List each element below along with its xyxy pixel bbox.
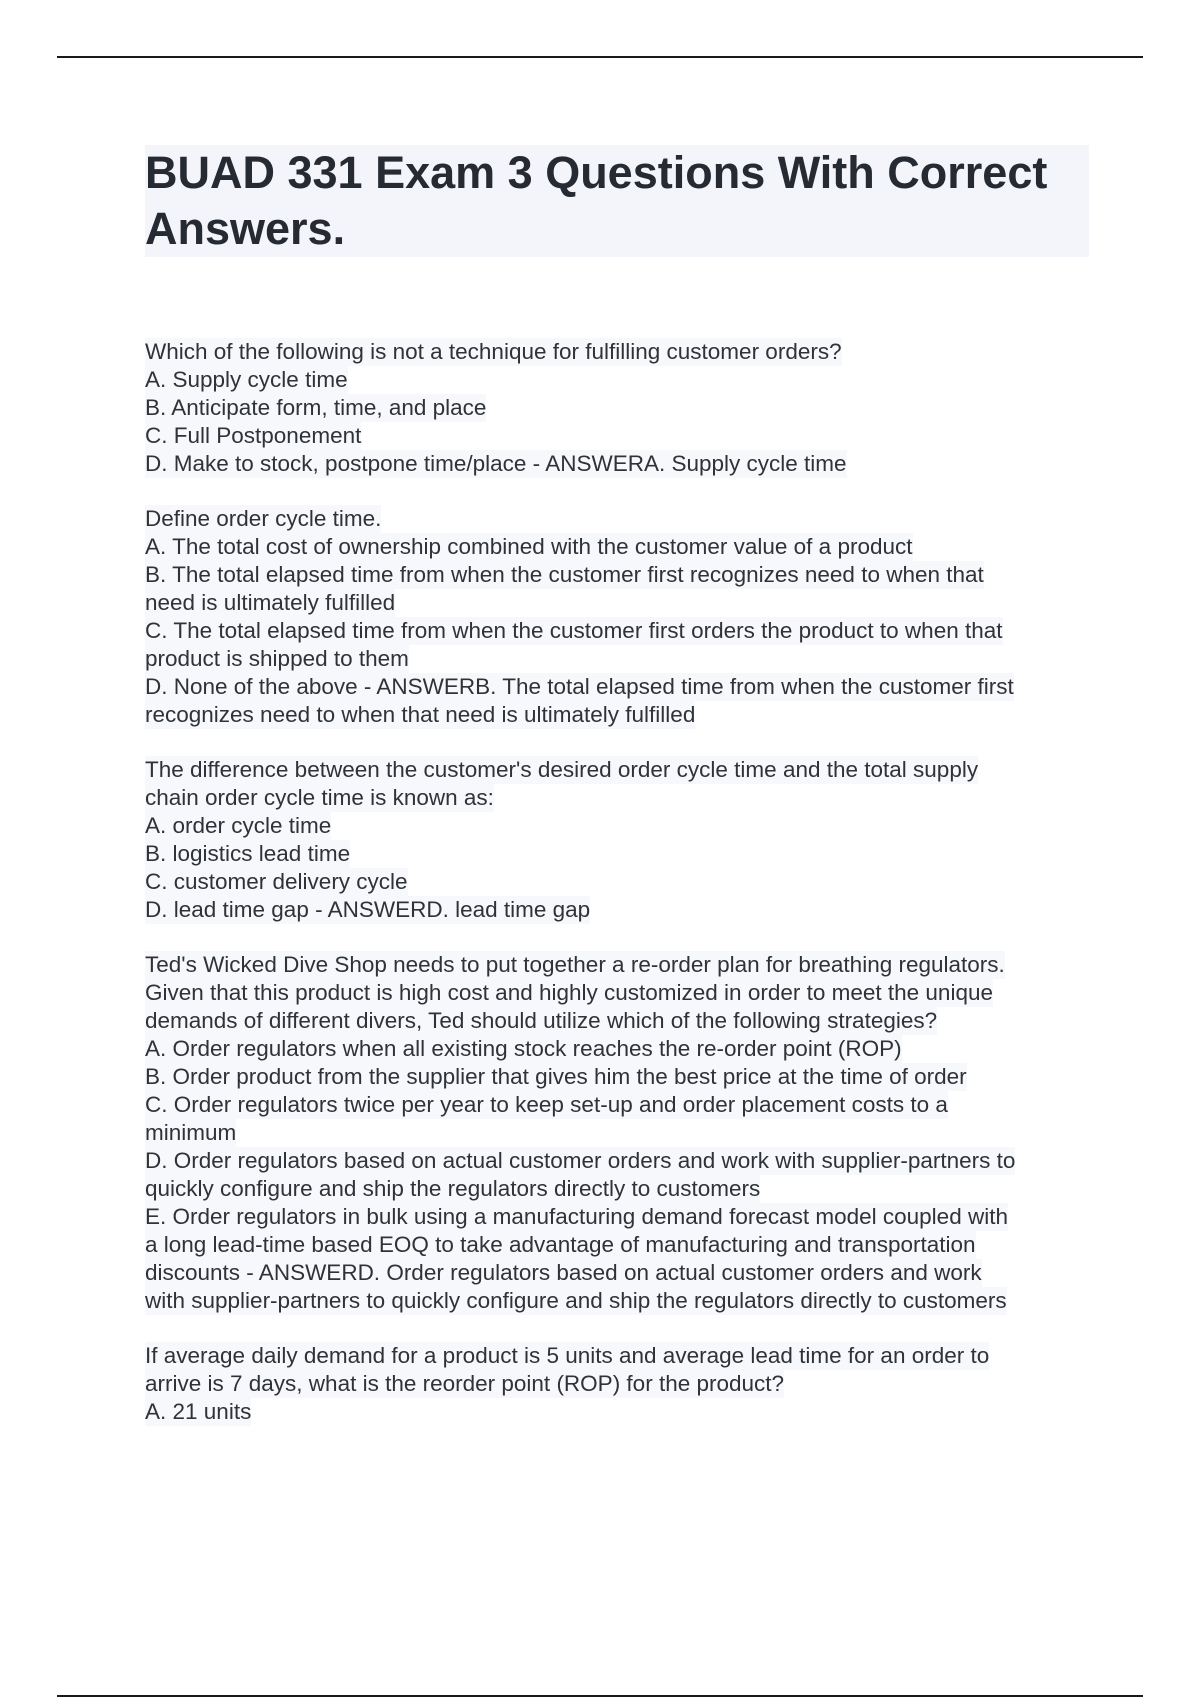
question-2-option-b: B. The total elapsed time from when the customer first recognizes need to when that <box>145 562 984 587</box>
title-block <box>145 145 1089 257</box>
question-4-option-d-cont: quickly configure and ship the regulators directly to customers <box>145 1176 761 1201</box>
bottom-rule <box>57 1695 1143 1697</box>
question-2-text: Define order cycle time. <box>145 506 382 531</box>
question-5-text-cont: arrive is 7 days, what is the reorder point (ROP) for the product? <box>145 1371 785 1396</box>
question-2-option-a: A. The total cost of ownership combined with the customer value of a product <box>145 534 913 559</box>
question-4-option-c: C. Order regulators twice per year to keep set-up and order placement costs to a <box>145 1092 948 1117</box>
question-3-option-b: B. logistics lead time <box>145 841 351 866</box>
question-list <box>145 338 1095 1453</box>
question-5-text: If average daily demand for a product is 5 units and average lead time for an order to <box>145 1343 990 1368</box>
question-1-option-a: A. Supply cycle time <box>145 367 348 392</box>
question-4-text-cont-1: Given that this product is high cost and highly customized in order to meet the unique <box>145 980 993 1005</box>
question-4-answer-cont: with supplier-partners to quickly configure and ship the regulators directly to customers <box>145 1288 1007 1313</box>
question-1-option-c: C. Full Postponement <box>145 423 362 448</box>
question-4-option-e-cont-1: a long lead-time based EOQ to take advantage of manufacturing and transportation <box>145 1232 976 1257</box>
question-block-1 <box>145 338 1095 478</box>
question-1-text: Which of the following is not a technique for fulfilling customer orders? <box>145 339 842 364</box>
question-3-option-c: C. customer delivery cycle <box>145 869 408 894</box>
question-2-option-c-cont: product is shipped to them <box>145 646 409 671</box>
question-2-option-b-cont: need is ultimately fulfilled <box>145 590 396 615</box>
question-2-option-c: C. The total elapsed time from when the customer first orders the product to when that <box>145 618 1003 643</box>
question-4-text-cont-2: demands of different divers, Ted should utilize which of the following strategies? <box>145 1008 938 1033</box>
question-4-option-e: E. Order regulators in bulk using a manufacturing demand forecast model coupled with <box>145 1204 1008 1229</box>
question-3-text-cont: chain order cycle time is known as: <box>145 785 494 810</box>
question-4-option-b: B. Order product from the supplier that gives him the best price at the time of order <box>145 1064 967 1089</box>
question-2-answer-cont: recognizes need to when that need is ultimately fulfilled <box>145 702 696 727</box>
question-4-option-d: D. Order regulators based on actual customer orders and work with supplier-partners to <box>145 1148 1016 1173</box>
question-2-option-d-answer: D. None of the above - ANSWERB. The total elapsed time from when the customer first <box>145 674 1014 699</box>
top-rule <box>57 56 1143 58</box>
question-3-text: The difference between the customer's desired order cycle time and the total supply <box>145 757 979 782</box>
question-1-option-b: B. Anticipate form, time, and place <box>145 395 487 420</box>
question-4-answer: discounts - ANSWERD. Order regulators based on actual customer orders and work <box>145 1260 982 1285</box>
question-4-option-a: A. Order regulators when all existing stock reaches the re-order point (ROP) <box>145 1036 902 1061</box>
question-1-option-d-answer: D. Make to stock, postpone time/place - ANSWERA. Supply cycle time <box>145 451 847 476</box>
question-3-option-a: A. order cycle time <box>145 813 332 838</box>
question-block-2 <box>145 505 1095 729</box>
question-block-3 <box>145 756 1095 924</box>
question-5-option-a: A. 21 units <box>145 1399 252 1424</box>
question-block-4 <box>145 951 1095 1315</box>
document-title: BUAD 331 Exam 3 Questions With Correct Answers. <box>145 147 1048 254</box>
question-4-text: Ted's Wicked Dive Shop needs to put together a re-order plan for breathing regulators. <box>145 952 1005 977</box>
question-block-5 <box>145 1342 1095 1426</box>
question-4-option-c-cont: minimum <box>145 1120 237 1145</box>
question-3-option-d-answer: D. lead time gap - ANSWERD. lead time gap <box>145 897 591 922</box>
